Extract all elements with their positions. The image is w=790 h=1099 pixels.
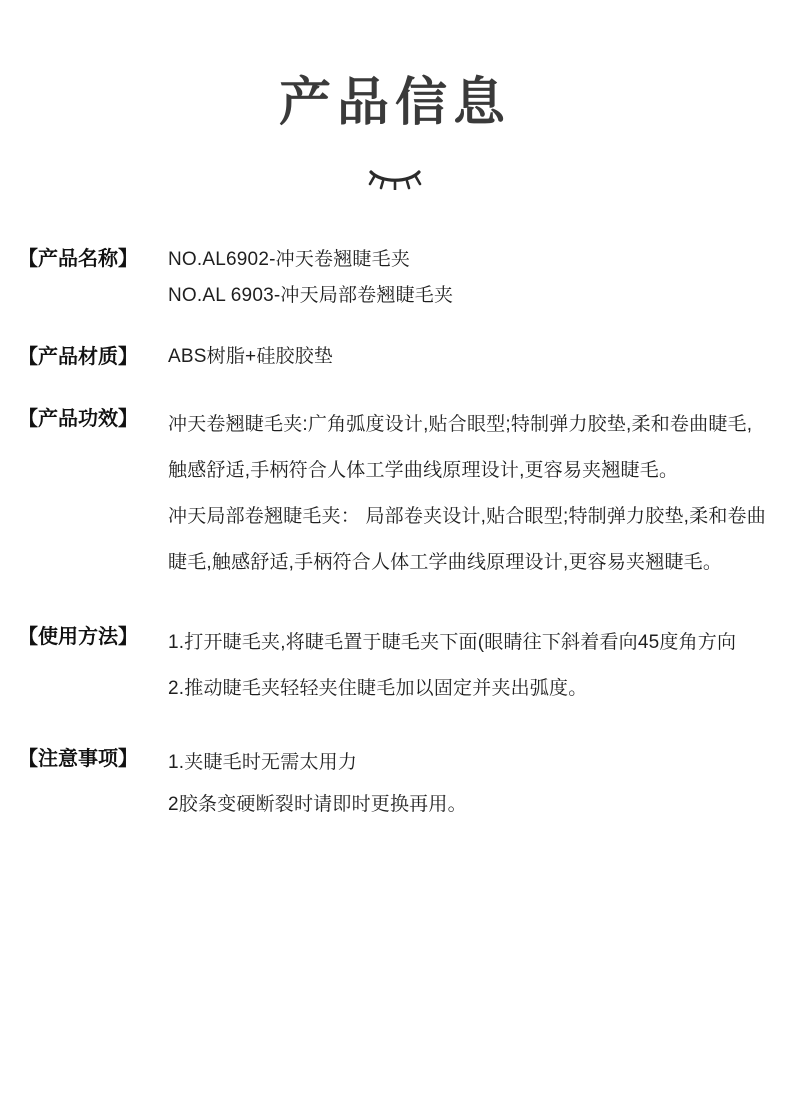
page-title: 产品信息 (278, 74, 511, 132)
product-effect-paragraph-1: 冲天卷翘睫毛夹:广角弧度设计,贴合眼型;特制弹力胶垫,柔和卷曲睫毛,触感舒适,手柄符合人体工学曲线原理设计,更容易夹翘睫毛。 (168, 414, 753, 482)
section-label: 【产品功效】 (18, 408, 138, 431)
notice-item-1: 1.夹睫毛时无需太用力 (168, 752, 358, 774)
section-value (168, 620, 768, 712)
section-product-material (18, 340, 768, 374)
product-material-line-1: ABS树脂+硅胶胶垫 (168, 346, 334, 368)
notice-item-2: 2胶条变硬断裂时请即时更换再用。 (168, 794, 467, 816)
section-value (168, 340, 768, 374)
section-label: 【产品材质】 (18, 346, 138, 369)
usage-step-2: 2.推动睫毛夹轻轻夹住睫毛加以固定并夹出弧度。 (168, 678, 588, 700)
section-value (168, 402, 768, 586)
eyelash-icon (365, 160, 425, 190)
section-notice (18, 742, 768, 826)
product-effect-paragraph-2: 冲天局部卷翘睫毛夹： 局部卷夹设计,贴合眼型;特制弹力胶垫,柔和卷曲睫毛,触感舒适,手柄符合人体工学曲线原理设计,更容易夹翘睫毛。 (168, 506, 766, 574)
section-product-effect (18, 402, 768, 586)
section-product-name (18, 242, 768, 314)
section-label: 【产品名称】 (18, 248, 138, 271)
usage-step-1: 1.打开睫毛夹,将睫毛置于睫毛夹下面(眼睛往下斜着看向45度角方向 (168, 632, 737, 654)
section-value (168, 742, 768, 826)
section-label: 【注意事项】 (18, 748, 138, 771)
product-name-line-1: NO.AL6902-冲天卷翘睫毛夹 (168, 249, 411, 271)
section-usage (18, 620, 768, 712)
product-info-list (0, 242, 790, 826)
section-label: 【使用方法】 (18, 626, 138, 649)
product-name-line-2: NO.AL 6903-冲天局部卷翘睫毛夹 (168, 285, 454, 307)
section-value (168, 242, 768, 314)
